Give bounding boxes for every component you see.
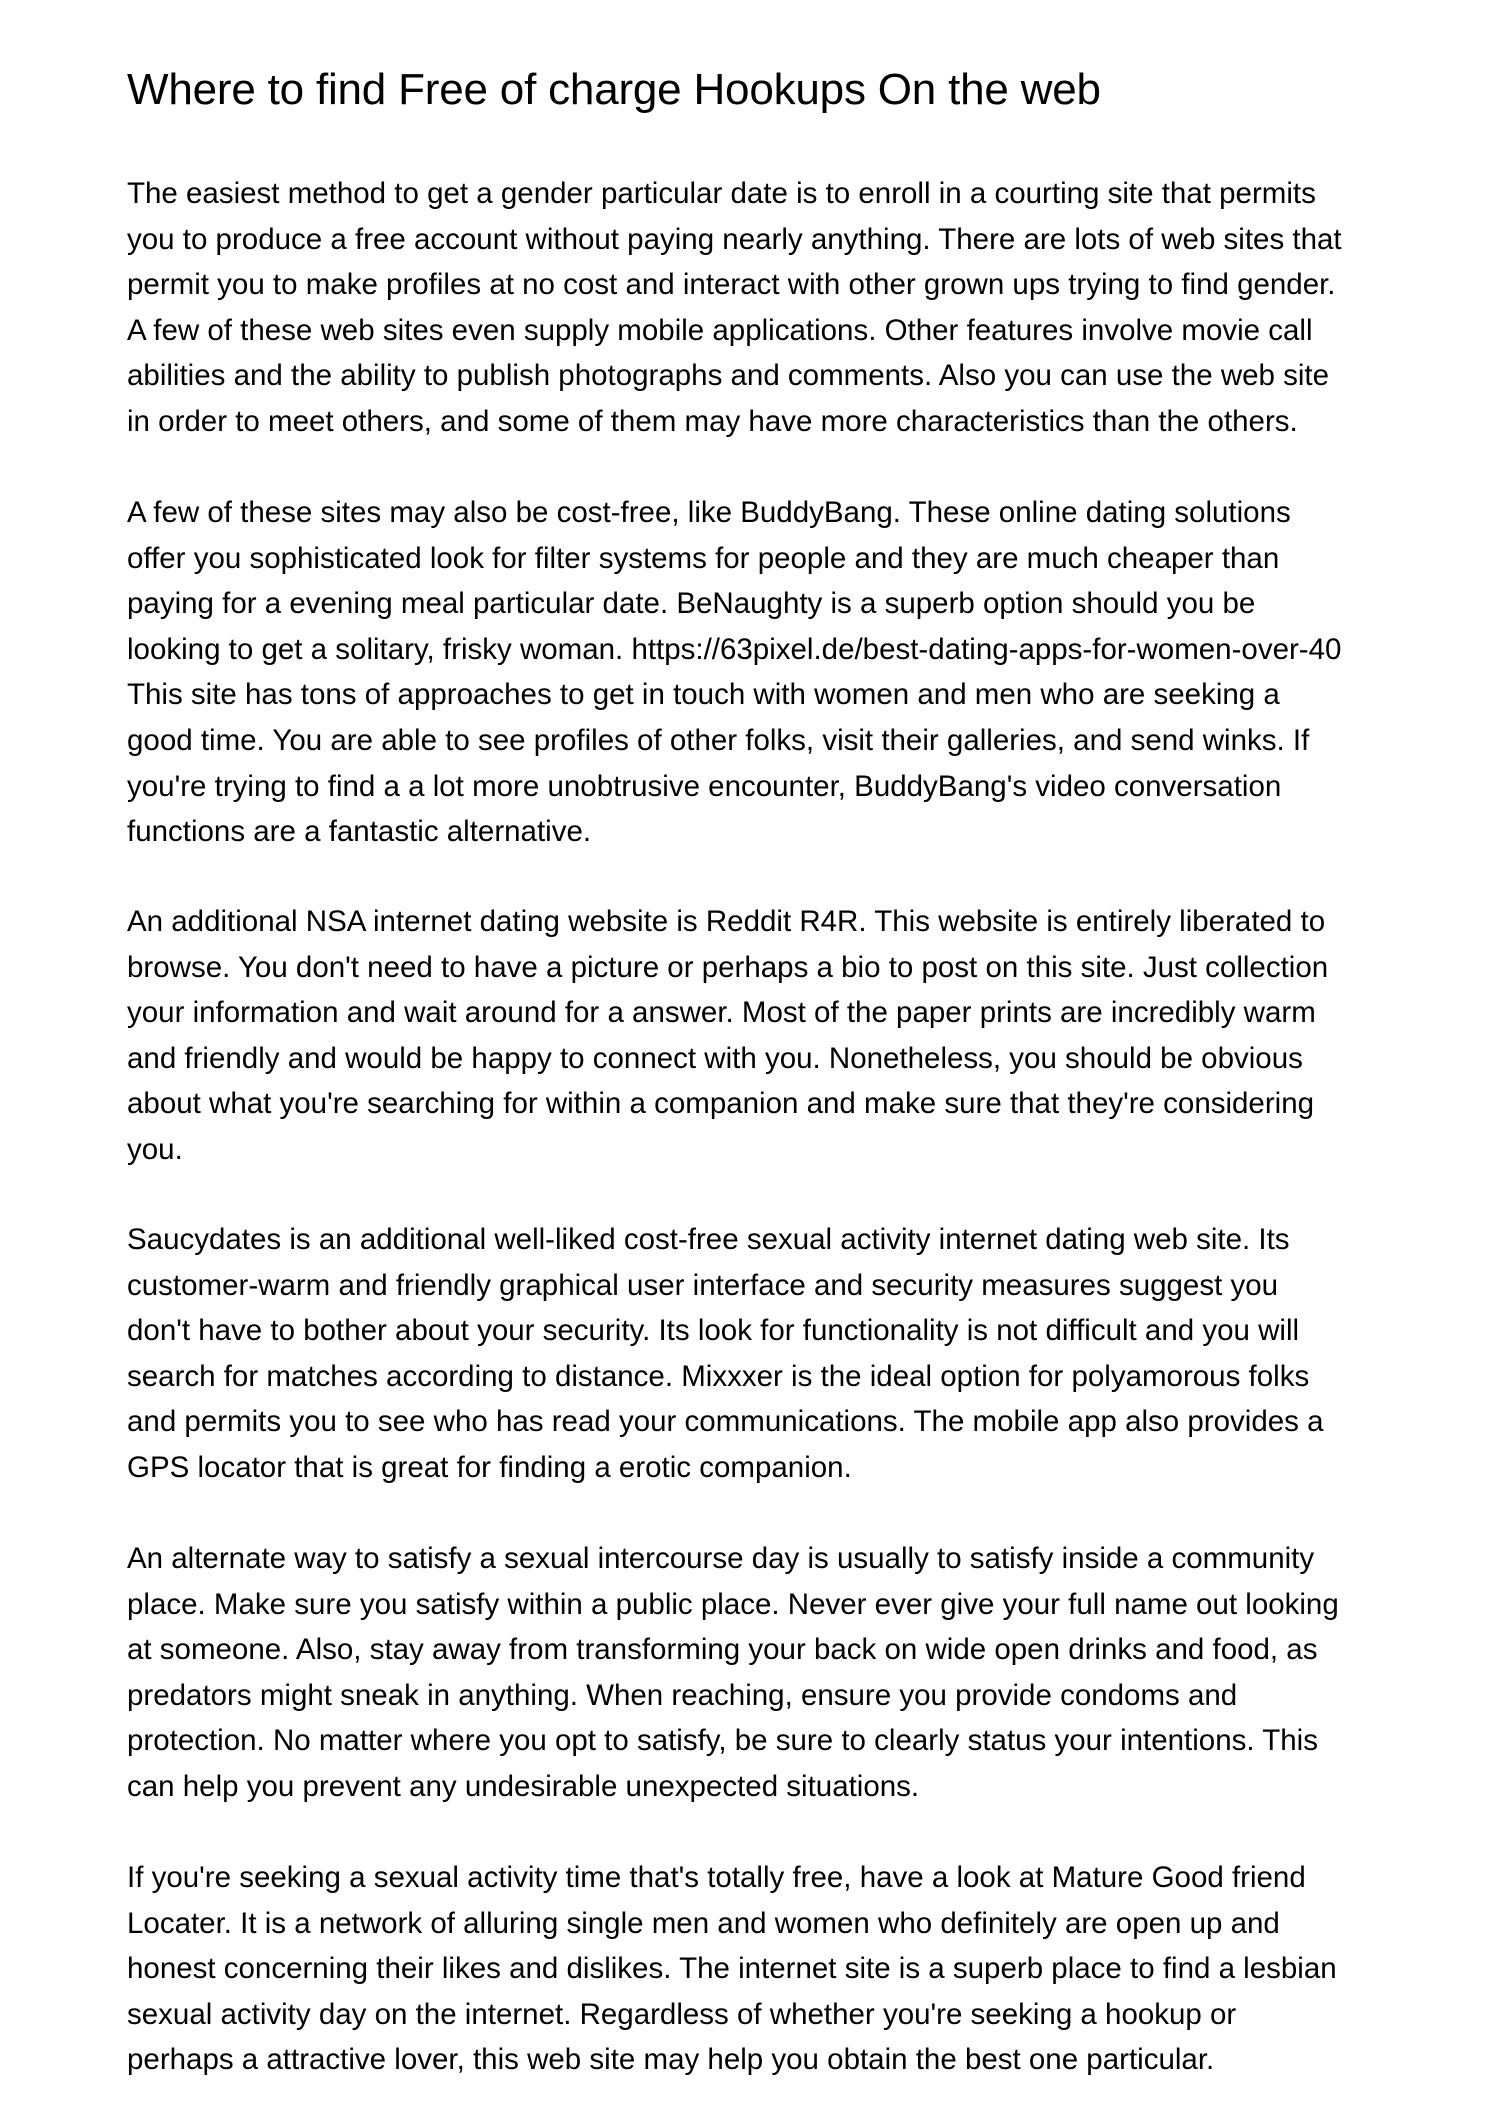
text-line: you.: [127, 1132, 183, 1166]
text-line: A few of these web sites even supply mobile applications. Other features involve movie call: [127, 313, 1313, 347]
text-line: you to produce a free account without paying nearly anything. There are lots of web sites that: [127, 222, 1342, 256]
text-line: paying for a evening meal particular date. BeNaughty is a superb option should you be: [127, 587, 1256, 621]
text-line: customer-warm and friendly graphical user interface and security measures suggest you: [127, 1268, 1279, 1302]
text-line: A few of these sites may also be cost-free, like BuddyBang. These online dating solutions: [127, 496, 1291, 529]
text-line: protection. No matter where you opt to satisfy, be sure to clearly status your intentions. This: [127, 1724, 1318, 1758]
text-line: perhaps a attractive lover, this web site may help you obtain the best one particular.: [127, 2043, 1215, 2077]
text-line: your information and wait around for a answer. Most of the paper prints are incredibly warm: [127, 996, 1316, 1030]
text-line: An alternate way to satisfy a sexual intercourse day is usually to satisfy inside a community: [127, 1542, 1315, 1575]
text-line: good time. You are able to see profiles of other folks, visit their galleries, and send winks. If: [127, 723, 1310, 757]
text-line: search for matches according to distance. Mixxxer is the ideal option for polyamorous folks: [127, 1359, 1310, 1393]
text-line: browse. You don't need to have a picture or perhaps a bio to post on this site. Just collection: [127, 950, 1329, 984]
text-line: GPS locator that is great for finding a erotic companion.: [127, 1450, 852, 1484]
text-line: and friendly and would be happy to connect with you. Nonetheless, you should be obvious: [127, 1041, 1303, 1075]
text-line: If you're seeking a sexual activity time that's totally free, have a look at Mature Good friend: [127, 1861, 1306, 1894]
text-line: offer you sophisticated look for filter systems for people and they are much cheaper than: [127, 541, 1280, 575]
text-line: at someone. Also, stay away from transforming your back on wide open drinks and food, as: [127, 1633, 1318, 1667]
text-line: can help you prevent any undesirable unexpected situations.: [127, 1769, 920, 1803]
page-title: Where to find Free of charge Hookups On the web: [127, 65, 1101, 114]
text-line: and permits you to see who has read your communications. The mobile app also provides a: [127, 1405, 1324, 1439]
text-line: permit you to make profiles at no cost and interact with other grown ups trying to find gender.: [127, 268, 1336, 302]
text-line: in order to meet others, and some of them may have more characteristics than the others.: [127, 404, 1298, 438]
text-line: Locater. It is a network of alluring single men and women who definitely are open up and: [127, 1906, 1280, 1940]
text-line: place. Make sure you satisfy within a public place. Never ever give your full name out looking: [127, 1587, 1339, 1621]
text-line: predators might sneak in anything. When reaching, ensure you provide condoms and: [127, 1678, 1238, 1712]
text-line: sexual activity day on the internet. Regardless of whether you're seeking a hookup or: [127, 1997, 1237, 2031]
paragraph-3: [127, 899, 1387, 1173]
text-line: functions are a fantastic alternative.: [127, 815, 592, 849]
text-line: about what you're searching for within a companion and make sure that they're considering: [127, 1087, 1315, 1121]
text-line: This site has tons of approaches to get in touch with women and men who are seeking a: [127, 678, 1280, 712]
paragraph-5: [127, 1536, 1387, 1810]
text-line: you're trying to find a a lot more unobtrusive encounter, BuddyBang's video conversation: [127, 769, 1282, 803]
paragraph-4: [127, 1217, 1387, 1491]
text-line: The easiest method to get a gender particular date is to enroll in a courting site that permits: [127, 177, 1316, 210]
text-line: Saucydates is an additional well-liked cost-free sexual activity internet dating web site. Its: [127, 1223, 1290, 1256]
text-line: looking to get a solitary, frisky woman. https://63pixel.de/best-dating-apps-for-women-over-40: [127, 632, 1342, 666]
text-line: don't have to bother about your security. Its look for functionality is not difficult and you will: [127, 1314, 1300, 1348]
paragraph-6: [127, 1855, 1387, 2083]
text-line: abilities and the ability to publish photographs and comments. Also you can use the web site: [127, 359, 1330, 393]
text-line: An additional NSA internet dating website is Reddit R4R. This website is entirely liberated to: [127, 905, 1326, 938]
paragraph-2: [127, 490, 1387, 855]
paragraph-1: [127, 171, 1387, 445]
text-line: honest concerning their likes and dislikes. The internet site is a superb place to find a lesbian: [127, 1952, 1337, 1986]
